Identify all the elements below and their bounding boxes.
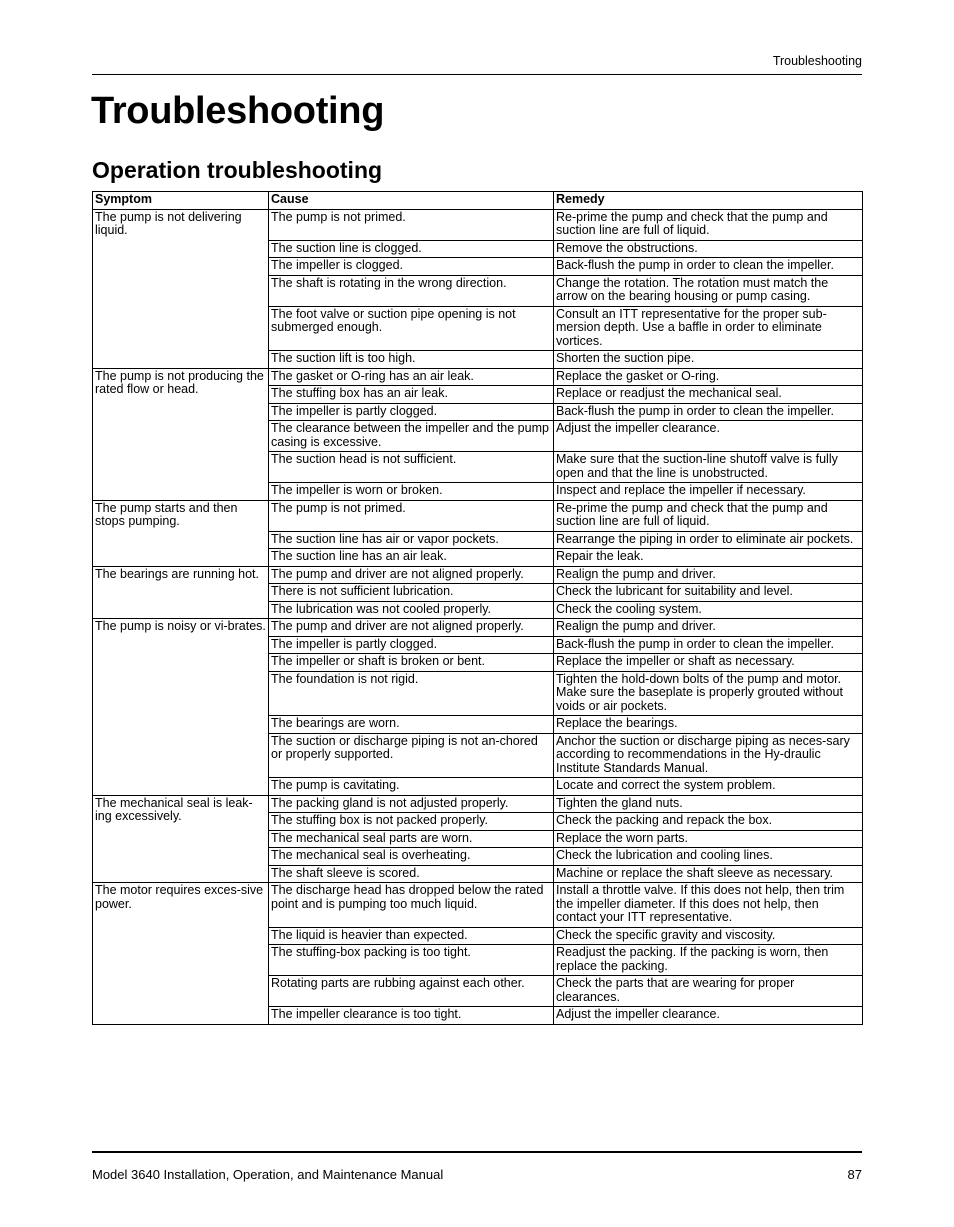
remedy-cell: Replace the gasket or O-ring.	[554, 368, 863, 386]
cause-cell: The liquid is heavier than expected.	[269, 927, 554, 945]
remedy-cell: Adjust the impeller clearance.	[554, 1007, 863, 1025]
running-head: Troubleshooting	[772, 54, 862, 68]
cause-cell: The impeller clearance is too tight.	[269, 1007, 554, 1025]
remedy-cell: Replace the impeller or shaft as necessary.	[554, 654, 863, 672]
cause-cell: The pump is not primed.	[269, 500, 554, 531]
cause-cell: The foundation is not rigid.	[269, 671, 554, 716]
cause-cell: The pump and driver are not aligned properly.	[269, 566, 554, 584]
remedy-cell: Check the specific gravity and viscosity.	[554, 927, 863, 945]
remedy-cell: Check the lubricant for suitability and level.	[554, 584, 863, 602]
remedy-cell: Replace the bearings.	[554, 716, 863, 734]
remedy-cell: Realign the pump and driver.	[554, 619, 863, 637]
symptom-cell: The mechanical seal is leak-ing excessively.	[93, 795, 269, 883]
page-title: Troubleshooting	[91, 90, 385, 132]
cause-cell: There is not sufficient lubrication.	[269, 584, 554, 602]
cause-cell: The impeller is clogged.	[269, 258, 554, 276]
remedy-cell: Repair the leak.	[554, 549, 863, 567]
remedy-cell: Back-flush the pump in order to clean the impeller.	[554, 403, 863, 421]
cause-cell: The bearings are worn.	[269, 716, 554, 734]
remedy-cell: Tighten the gland nuts.	[554, 795, 863, 813]
cause-cell: The suction line has air or vapor pockets.	[269, 531, 554, 549]
cause-cell: The clearance between the impeller and the pump casing is excessive.	[269, 421, 554, 452]
cause-cell: The stuffing box has an air leak.	[269, 386, 554, 404]
remedy-cell: Back-flush the pump in order to clean the impeller.	[554, 258, 863, 276]
remedy-cell: Replace or readjust the mechanical seal.	[554, 386, 863, 404]
remedy-cell: Adjust the impeller clearance.	[554, 421, 863, 452]
remedy-cell: Realign the pump and driver.	[554, 566, 863, 584]
cause-cell: The foot valve or suction pipe opening is not submerged enough.	[269, 306, 554, 351]
table-row	[93, 619, 863, 637]
symptom-cell: The pump is noisy or vi-brates.	[93, 619, 269, 796]
cause-cell: The lubrication was not cooled properly.	[269, 601, 554, 619]
cause-cell: Rotating parts are rubbing against each other.	[269, 976, 554, 1007]
cause-cell: The mechanical seal parts are worn.	[269, 830, 554, 848]
column-header-symptom: Symptom	[93, 192, 269, 210]
symptom-cell: The pump is not producing the rated flow or head.	[93, 368, 269, 500]
remedy-cell: Install a throttle valve. If this does not help, then trim the impeller diameter. If this does not help, then contact your ITT representative.	[554, 883, 863, 928]
symptom-cell: The pump is not delivering liquid.	[93, 209, 269, 368]
remedy-cell: Rearrange the piping in order to eliminate air pockets.	[554, 531, 863, 549]
remedy-cell: Check the lubrication and cooling lines.	[554, 848, 863, 866]
remedy-cell: Re-prime the pump and check that the pump and suction line are full of liquid.	[554, 500, 863, 531]
remedy-cell: Check the parts that are wearing for proper clearances.	[554, 976, 863, 1007]
remedy-cell: Change the rotation. The rotation must match the arrow on the bearing housing or pump casing.	[554, 275, 863, 306]
symptom-cell: The pump starts and then stops pumping.	[93, 500, 269, 566]
remedy-cell: Inspect and replace the impeller if necessary.	[554, 483, 863, 501]
cause-cell: The shaft is rotating in the wrong direction.	[269, 275, 554, 306]
table-row	[93, 566, 863, 584]
cause-cell: The suction line has an air leak.	[269, 549, 554, 567]
remedy-cell: Check the packing and repack the box.	[554, 813, 863, 831]
table-header-row	[93, 192, 863, 210]
remedy-cell: Make sure that the suction-line shutoff valve is fully open and that the line is unobstructed.	[554, 452, 863, 483]
troubleshooting-table	[92, 191, 863, 1025]
table-row	[93, 209, 863, 240]
page-number: 87	[847, 1167, 862, 1182]
remedy-cell: Machine or replace the shaft sleeve as necessary.	[554, 865, 863, 883]
table-row	[93, 368, 863, 386]
remedy-cell: Consult an ITT representative for the proper sub-mersion depth. Use a baffle in order to eliminate vortices.	[554, 306, 863, 351]
remedy-cell: Replace the worn parts.	[554, 830, 863, 848]
cause-cell: The pump is not primed.	[269, 209, 554, 240]
table-row	[93, 883, 863, 928]
cause-cell: The impeller or shaft is broken or bent.	[269, 654, 554, 672]
cause-cell: The suction line is clogged.	[269, 240, 554, 258]
remedy-cell: Anchor the suction or discharge piping as neces-sary according to recommendations in the Hy-draulic Institute Standards Manual.	[554, 733, 863, 778]
symptom-cell: The bearings are running hot.	[93, 566, 269, 619]
cause-cell: The stuffing box is not packed properly.	[269, 813, 554, 831]
cause-cell: The discharge head has dropped below the rated point and is pumping too much liquid.	[269, 883, 554, 928]
cause-cell: The suction lift is too high.	[269, 351, 554, 369]
remedy-cell: Remove the obstructions.	[554, 240, 863, 258]
cause-cell: The impeller is worn or broken.	[269, 483, 554, 501]
table-body	[93, 209, 863, 1024]
column-header-cause: Cause	[269, 192, 554, 210]
cause-cell: The shaft sleeve is scored.	[269, 865, 554, 883]
remedy-cell: Shorten the suction pipe.	[554, 351, 863, 369]
section-title: Operation troubleshooting	[92, 157, 383, 183]
footer-rule	[92, 1151, 862, 1153]
cause-cell: The suction head is not sufficient.	[269, 452, 554, 483]
cause-cell: The stuffing-box packing is too tight.	[269, 945, 554, 976]
symptom-cell: The motor requires exces-sive power.	[93, 883, 269, 1025]
cause-cell: The pump and driver are not aligned properly.	[269, 619, 554, 637]
cause-cell: The mechanical seal is overheating.	[269, 848, 554, 866]
header-rule	[92, 74, 862, 75]
remedy-cell: Re-prime the pump and check that the pump and suction line are full of liquid.	[554, 209, 863, 240]
cause-cell: The impeller is partly clogged.	[269, 403, 554, 421]
remedy-cell: Readjust the packing. If the packing is worn, then replace the packing.	[554, 945, 863, 976]
remedy-cell: Back-flush the pump in order to clean the impeller.	[554, 636, 863, 654]
cause-cell: The gasket or O-ring has an air leak.	[269, 368, 554, 386]
footer-manual-title: Model 3640 Installation, Operation, and Maintenance Manual	[92, 1167, 444, 1182]
remedy-cell: Locate and correct the system problem.	[554, 778, 863, 796]
cause-cell: The packing gland is not adjusted properly.	[269, 795, 554, 813]
cause-cell: The impeller is partly clogged.	[269, 636, 554, 654]
table-row	[93, 500, 863, 531]
remedy-cell: Check the cooling system.	[554, 601, 863, 619]
cause-cell: The suction or discharge piping is not an-chored or properly supported.	[269, 733, 554, 778]
remedy-cell: Tighten the hold-down bolts of the pump and motor. Make sure the baseplate is properly grouted without voids or air pockets.	[554, 671, 863, 716]
table-row	[93, 795, 863, 813]
column-header-remedy: Remedy	[554, 192, 863, 210]
cause-cell: The pump is cavitating.	[269, 778, 554, 796]
